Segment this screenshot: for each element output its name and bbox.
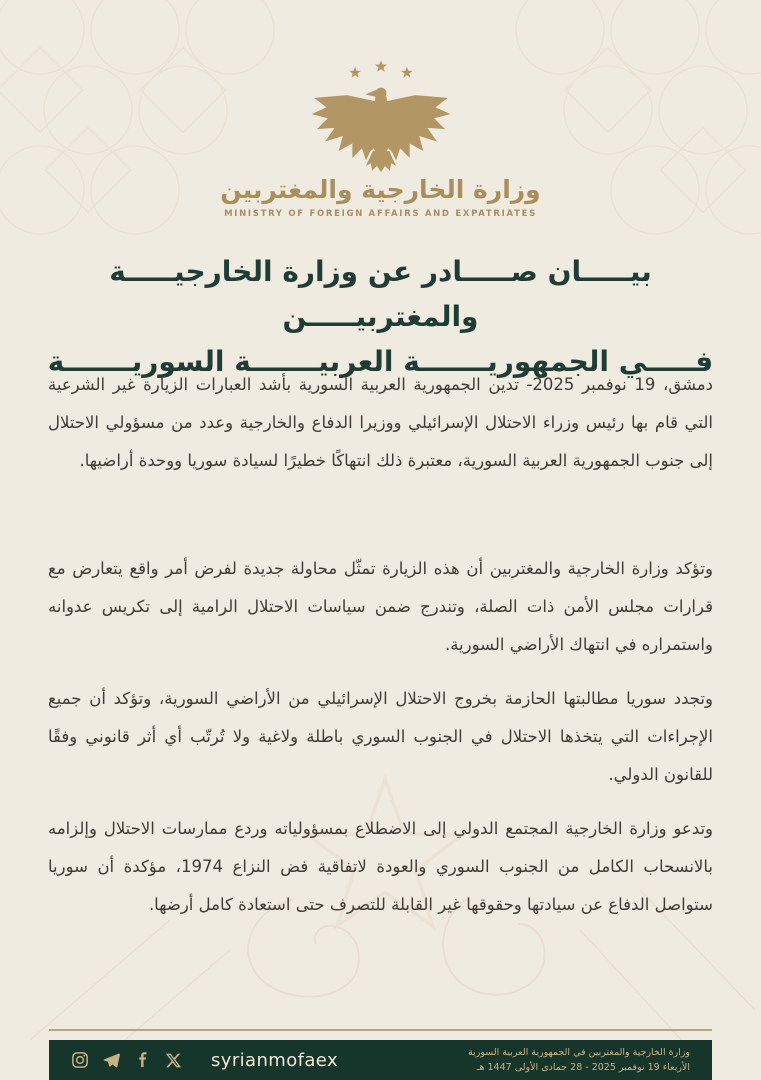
facebook-icon[interactable]: [134, 1051, 152, 1069]
statement-title-line1: بيـــــان صـــــادر عن وزارة الخارجيـــــة والمغتربيـــــن: [109, 255, 652, 333]
instagram-icon[interactable]: [71, 1051, 89, 1069]
statement-paragraph-3: وتجدد سوريا مطالبتها الحازمة بخروج الاحتلال الإسرائيلي من الأراضي السورية، وتؤكد أن جميع الإجراءات التي يتخذها الاحتلال في الجنوب السوري باطلة ولاغية ولا تُرتّب أي أثر قانوني وفقًا للقانون الدولي.: [48, 689, 713, 784]
three-stars-icon: [306, 56, 456, 84]
footer-date-line: الأربعاء 19 نوفمبر 2025 - 28 جمادى الأولى 1447 هـ: [476, 1062, 690, 1073]
statement-paragraph-4: وتدعو وزارة الخارجية المجتمع الدولي إلى الاضطلاع بمسؤولياته وردع ممارسات الاحتلال وإلزامه بالانسحاب الكامل من الجنوب السوري والعودة لاتفاقية فض النزاع 1974، مؤكدة أن سوريا ستواصل الدفاع عن سيادتها وحقوقها غير القابلة للتصرف حتى استعادة كامل أرضها.: [48, 819, 713, 914]
social-handle[interactable]: syrianmofaex: [211, 1049, 338, 1071]
telegram-icon[interactable]: [102, 1051, 121, 1070]
ministry-emblem: [0, 56, 761, 219]
eagle-emblem-icon: [306, 84, 456, 173]
ministry-logo-english: MINISTRY OF FOREIGN AFFAIRS AND EXPATRIATES: [224, 209, 537, 219]
x-icon[interactable]: [165, 1052, 182, 1069]
statement-paragraph-1: دمشق، 19 نوفمبر 2025- تدين الجمهورية العربية السورية بأشد العبارات الزيارة غير الشرعية التي قام بها رئيس وزراء الاحتلال الإسرائيلي ووزيرا الدفاع والخارجية وعدد من مسؤولي الاحتلال إلى جنوب الجمهورية العربية السورية، معتبرة ذلك انتهاكًا خطيرًا لسيادة سوريا ووحدة أراضيها.: [48, 375, 713, 470]
footer-org-line: وزارة الخارجية والمغتربين في الجمهورية العربية السورية: [468, 1047, 690, 1058]
footer-bar: [49, 1040, 712, 1080]
footer-divider: [49, 1029, 712, 1031]
statement-paragraph-2: وتؤكد وزارة الخارجية والمغتربين أن هذه الزيارة تمثّل محاولة جديدة لفرض أمر واقع يتعارض مع قرارات مجلس الأمن ذات الصلة، وتندرج ضمن سياسات الاحتلال الرامية إلى تكريس عدوانه واستمراره في انتهاك الأراضي السورية.: [48, 559, 713, 654]
ministry-logo-arabic: وزارة الخارجية والمغتربين: [220, 175, 541, 204]
statement-title-line2: فـــــي الجمهوريـــــــة العربيـــــــة السوريـــــــة: [47, 345, 714, 378]
statement-title: [46, 249, 715, 384]
social-links: [71, 1050, 338, 1071]
footer-info: [468, 1045, 690, 1075]
